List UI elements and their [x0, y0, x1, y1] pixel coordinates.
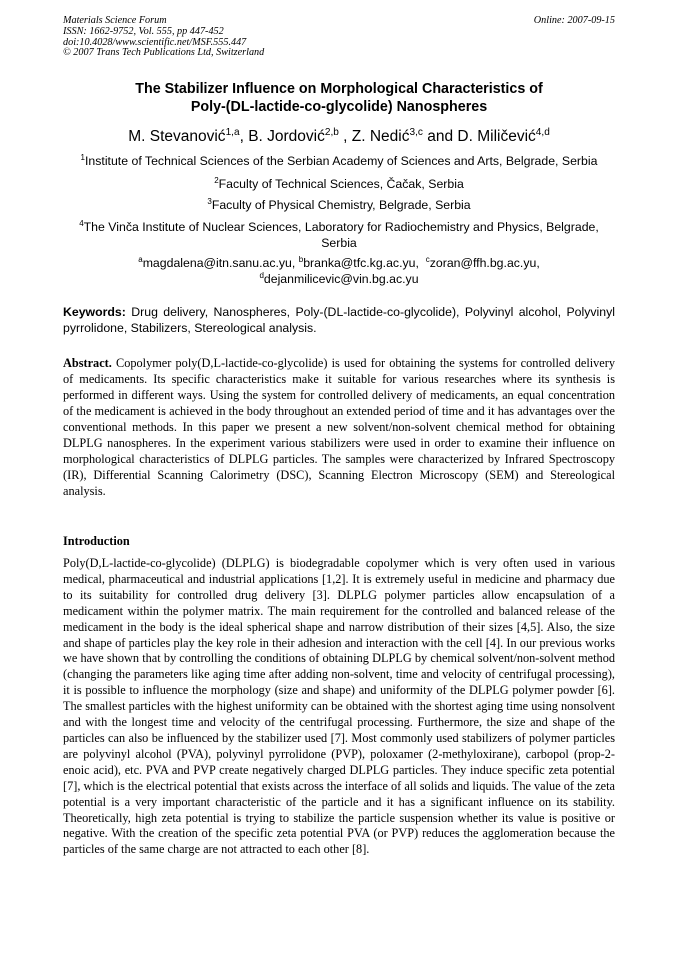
- affiliation-sup: 4: [79, 218, 84, 228]
- author-sup: 4,d: [535, 126, 550, 138]
- email-sup: b: [298, 254, 304, 264]
- introduction-paragraph: Poly(D,L-lactide-co-glycolide) (DLPLG) is biodegradable copolymer which is very often used in various medical, pharmaceutical and industrial applications [1,2]. It is extremely useful in medicine and pharmacy due to its suitability for controlled drug delivery [3]. DLPLG polymer particles allow encapsulation of a medicament within the polymer matrix. The main requirement for the controlled and balanced release of the medicament in the body is the ideal spherical shape and narrow distribution of their sizes [4,5]. Also, the size and shape of particles play the key role in their adhesion and interaction with the cell [4]. In our previous works we have shown that by controlling the conditions of obtaining DLPLG by chemical solvent/non-solvent method (changing the parameters like aging time after adding non-solvent, time and velocity of centrifugal processing), it is possible to influence the morphology (size and shape) and uniformity of the DLPLG polymer powder [6]. The smallest particles with the highest uniformity can be obtained with the shortest aging time using nonsolvent and with the longest time and velocity of the centrifugal processing. Furthermore, the size and shape of the particles can also be influenced by the stabilizer used [7]. Most commonly used stabilizers of polymer particles are polyvinyl alcohol (PVA), polyvinyl pyrrolidone (PVP), poloxamer (2-methyloxirane), carbopol (prop-2-enoic acid), etc. PVA and PVP create negatively charged DLPLG particles. They induce specific zeta potential [7], which is the electrical potential that exists across the interface of all solids and liquids. The value of the zeta potential is a very important characteristic of the particle and it has a significant influence on its stability. Theoretically, high zeta potential is trying to stabilize the particle suspension whether its value is positive or negative. With the creation of the specific zeta potential PVA (or PVP) reduces the agglomeration because the particles of the same charge are not attracted to each other [8].: [63, 556, 615, 857]
- email-link[interactable]: dejanmilicevic@vin.bg.ac.yu: [263, 271, 419, 286]
- author-sup: 1,a: [225, 126, 240, 138]
- journal-header: [63, 16, 264, 59]
- affiliation-1: [63, 154, 615, 170]
- affiliation-sup: 2: [214, 175, 219, 185]
- online-date: Online: 2007-09-15: [533, 15, 615, 26]
- affiliation-2: [63, 177, 615, 193]
- abstract-label: Abstract.: [63, 356, 112, 370]
- doi-line[interactable]: doi:10.4028/www.scientific.net/MSF.555.447: [63, 36, 247, 48]
- title-line-1: The Stabilizer Influence on Morphological Characteristics of: [135, 81, 543, 97]
- affiliation-text: The Vinča Institute of Nuclear Sciences, Laboratory for Radiochemistry and Physics, Belgrade, Serbia: [83, 220, 599, 250]
- keywords-paragraph: [63, 304, 615, 336]
- author-sep: ,: [239, 128, 249, 145]
- author-sep: and: [422, 128, 458, 145]
- abstract-text: Copolymer poly(D,L-lactide-co-glycolide) is used for obtaining the systems for controlled delivery of medicaments. Its specific characteristics make it suitable for various researches where its synthesis is performed in different ways. Using the system for controlled delivery of medicaments, an equal concentration of the medicament is achieved in the body throughout an extended period of time and it has advantages over the conventional methods. In this paper we present a new solvent/non-solvent chemical method for obtaining DLPLG nanospheres. In the experiment various stabilizers were used in order to examine their influence on morphological characteristics of DLPLG particles. The samples were characterized by Infrared Spectroscopy (IR), Differential Scanning Calorimetry (DSC), Scanning Electron Microscopy (SEM) and Stereological analysis.: [63, 356, 616, 498]
- email-link[interactable]: magdalena@itn.sanu.ac.yu: [142, 256, 292, 270]
- keywords-label: Keywords:: [63, 305, 126, 319]
- email-sup: c: [425, 254, 430, 264]
- author-list: [63, 127, 615, 146]
- email-list: $^a$magdalena@itn.sanu.ac.yu, $^b$branka@tfc.kg.ac.yu, $^c$zoran@ffh.bg.ac.yu, $^d$dejanmilicevic@vin.bg.ac.yu: [138, 254, 540, 286]
- author-sep: ,: [338, 128, 352, 145]
- author-sup: 3,c: [409, 126, 423, 138]
- affiliation-text: Faculty of Technical Sciences, Čačak, Serbia: [218, 177, 464, 191]
- affiliation-sup: 3: [207, 196, 212, 206]
- journal-name: Materials Science Forum: [63, 15, 167, 26]
- affiliation-text: Faculty of Physical Chemistry, Belgrade, Serbia: [211, 198, 471, 212]
- affiliation-3: [63, 198, 615, 214]
- email-sup: a: [138, 254, 143, 264]
- issn-line: ISSN: 1662-9752, Vol. 555, pp 447-452: [63, 25, 224, 37]
- paper-title: [63, 80, 615, 116]
- author-name: Z. Nedić: [351, 128, 410, 145]
- email-link[interactable]: branka@tfc.kg.ac.yu: [303, 256, 416, 270]
- keywords-text: Drug delivery, Nanospheres, Poly-(DL-lactide-co-glycolide), Polyvinyl alcohol, Polyvinyl pyrrolidone, Stabilizers, Stereological analysis.: [63, 305, 615, 335]
- title-line-2: Poly-(DL-lactide-co-glycolide) Nanospheres: [190, 99, 488, 115]
- affiliation-text: Institute of Technical Sciences of the Serbian Academy of Sciences and Arts, Belgrade, Serbia: [85, 154, 598, 168]
- author-sup: 2,b: [324, 126, 339, 138]
- author-name: D. Miličević: [457, 128, 536, 145]
- copyright-line: © 2007 Trans Tech Publications Ltd, Switzerland: [63, 47, 265, 59]
- introduction-heading: Introduction: [63, 534, 130, 548]
- author-name: B. Jordović: [248, 128, 325, 145]
- affiliation-sup: 1: [80, 152, 85, 162]
- abstract-paragraph: [63, 355, 615, 499]
- affiliation-4: [63, 220, 615, 251]
- email-link[interactable]: zoran@ffh.bg.ac.yu: [429, 256, 537, 270]
- email-sup: d: [259, 270, 264, 280]
- author-name: M. Stevanović: [128, 128, 226, 145]
